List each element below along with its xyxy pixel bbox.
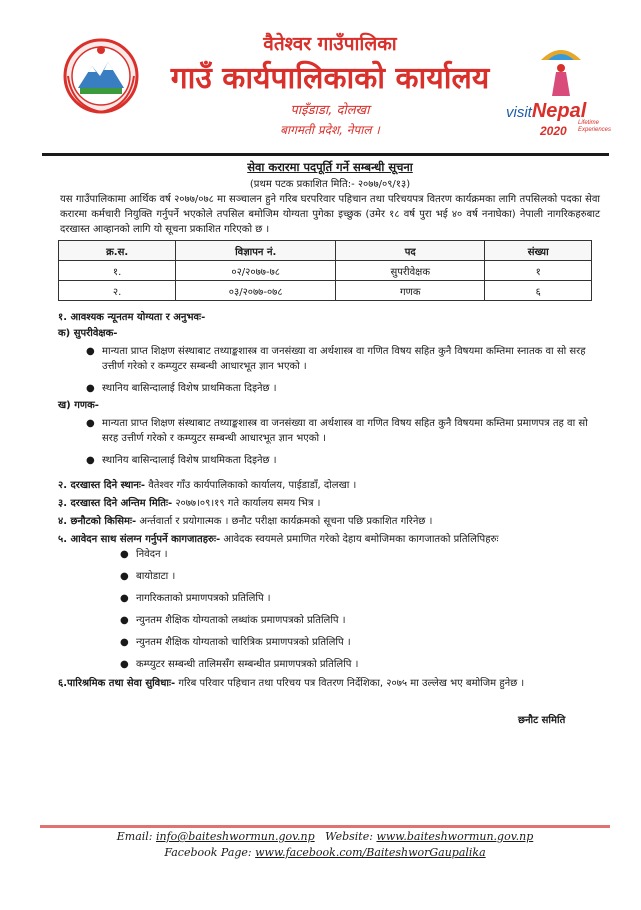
notice-date: (प्रथम पटक प्रकाशित मिति:- २०७७/०९/१३) — [249, 179, 411, 190]
table-cell: ०३/२०७७-०७८ — [176, 281, 336, 301]
table-cell: सुपरीवेक्षक — [336, 261, 485, 281]
supervisor-heading: क) सुपरीवेक्षक- — [58, 328, 118, 339]
column-header: पद — [336, 241, 485, 261]
table-row — [59, 281, 592, 301]
nepal-emblem-icon — [60, 36, 142, 116]
list-item: ● मान्यता प्राप्त शिक्षण संस्थाबाट तथ्याङ्कशास्त्र वा जनसंख्या वा अर्थशास्त्र वा गणित विषय सहित कुनै विषयमा कम्तिमा प्रमाणपत्र तह वा सो सरह उत्तीर्ण गरेको र कम्प्युटर सम्बन्धी आधारभूत ज्ञान भएको । — [86, 418, 588, 444]
list-item: ● न्युनतम शैक्षिक योग्यताको चारित्रिक प्रमाणपत्रको प्रतिलिपि । — [120, 637, 351, 648]
enumerator-heading: ख) गणक- — [58, 400, 99, 411]
table-cell: ०२/२०७७-७८ — [176, 261, 336, 281]
vacancy-table — [58, 240, 592, 301]
office-address: पाइँडाडा, दोलखा — [290, 103, 370, 118]
office-name: वैतेश्वर गाउँपालिका — [263, 33, 397, 55]
list-item: ● निवेदन । — [120, 549, 168, 560]
table-cell: १. — [59, 261, 176, 281]
email-link[interactable]: info@baiteshwormun.gov.np — [156, 830, 315, 843]
footer-divider — [40, 825, 610, 828]
notice-title: सेवा करारमा पदपूर्ति गर्ने सम्बन्धी सूचना — [247, 160, 413, 174]
list-item: ● न्युनतम शैक्षिक योग्यताको लब्धांक प्रमाणपत्रको प्रतिलिपि । — [120, 615, 346, 626]
qualifications-heading: १. आवश्यक न्यूनतम योग्यता र अनुभवः- — [58, 312, 206, 323]
table-cell: १ — [485, 261, 592, 281]
list-item: ● नागरिकताको प्रमाणपत्रको प्रतिलिपि । — [120, 593, 271, 604]
application-place: २. दरखास्त दिने स्थानः- वैतेश्वर गाँउ कार्यपालिकाको कार्यालय, पाईडाडाँ, दोलखा । — [58, 480, 357, 491]
nepal-text: Nepal — [531, 100, 587, 122]
documents-list — [120, 544, 590, 676]
table-cell: ६ — [485, 281, 592, 301]
list-item: ● कम्प्युटर सम्बन्धी तालिमसँग सम्बन्धीत प्रमाणपत्रको प्रतिलिपि । — [120, 659, 359, 670]
enumerator-requirements — [86, 416, 596, 468]
tagline-1: Lifetime — [578, 120, 600, 126]
table-header-row — [59, 241, 592, 261]
office-province: बागमती प्रदेश, नेपाल । — [280, 123, 380, 137]
list-item: ● स्थानिय बासिन्दालाई विशेष प्राथमिकता दिइनेछ । — [86, 383, 277, 394]
umbrella-figure-icon — [536, 42, 586, 100]
facebook-link[interactable]: www.facebook.com/BaiteshworGaupalika — [255, 846, 486, 859]
visit-text: visit — [506, 104, 532, 121]
supervisor-requirements — [86, 344, 596, 396]
table-row — [59, 261, 592, 281]
visit-nepal-logo — [506, 42, 618, 138]
required-documents: ५. आवेदन साथ संलग्न गर्नुपर्ने कागजातहरुः- आवेदक स्वयमले प्रमाणित गरेको देहाय बमोजिमका कागजातको प्रतिलिपिहरुः — [58, 534, 499, 545]
website-link[interactable]: www.baiteshwormun.gov.np — [376, 830, 534, 843]
office-title: गाउँ कार्यपालिकाको कार्यालय — [170, 61, 490, 96]
list-item: ● स्थानिय बासिन्दालाई विशेष प्राथमिकता दिइनेछ । — [86, 455, 277, 466]
application-deadline: ३. दरखास्त दिने अन्तिम मितिः- २०७७।०९।१९ गते कार्यालय समय भित्र । — [58, 498, 321, 509]
remuneration: ६.पारिश्रमिक तथा सेवा सुविधाः- गरिब परिवार पहिचान तथा परिचय पत्र वितरण निर्देशिका, २०७५ मा उल्लेख भए बमोजिम हुनेछ । — [58, 678, 525, 689]
footer-contact: Email: info@baiteshwormun.gov.np Website: www.baiteshwormun.gov.np — [116, 830, 534, 843]
footer-facebook: Facebook Page: www.facebook.com/BaiteshworGaupalika — [164, 846, 486, 859]
list-item: ● बायोडाटा । — [120, 571, 176, 582]
year-text: 2020 — [540, 124, 567, 138]
column-header: क्र.स. — [59, 241, 176, 261]
header-divider — [42, 153, 609, 156]
tagline-2: Experiences — [578, 127, 612, 133]
table-cell: गणक — [336, 281, 485, 301]
column-header: विज्ञापन नं. — [176, 241, 336, 261]
list-item: ● मान्यता प्राप्त शिक्षण संस्थाबाट तथ्याङ्कशास्त्र वा जनसंख्या वा अर्थशास्त्र वा गणित विषय सहित कुनै विषयमा कम्तिमा स्नातक वा सो सरह उत्तीर्ण गरेको र कम्प्युटर सम्बन्धी आधारभूत ज्ञान भएको । — [86, 346, 586, 372]
signature: छनौट समिति — [518, 715, 566, 726]
notice-intro: यस गाउँपालिकामा आर्थिक वर्ष २०७७/०७८ मा सञ्चालन हुने गरिब घरपरिवार पहिचान तथा परिचयपत्र वितरण कार्यक्रमका लागि तपसिलको पदका सेवा करारमा कर्मचारी नियुक्ति गर्नुपर्ने भएकोले तपसिल बमोजिम योग्यता पुगेका इच्छुक (उमेर १८ वर्ष पुरा भई ४० वर्ष ननाघेका) नेपाली नागरिकहरुबाट दरखास्त आव्हानको लागि यो सूचना प्रकाशित गरिएको छ । — [60, 194, 600, 235]
selection-method: ४. छनौटको किसिमः- अर्न्तवार्ता र प्रयोगात्मक । छनौट परीक्षा कार्यक्रमको सूचना पछि प्रकाशित गरिनेछ । — [58, 516, 433, 527]
table-cell: २. — [59, 281, 176, 301]
column-header: संख्या — [485, 241, 592, 261]
